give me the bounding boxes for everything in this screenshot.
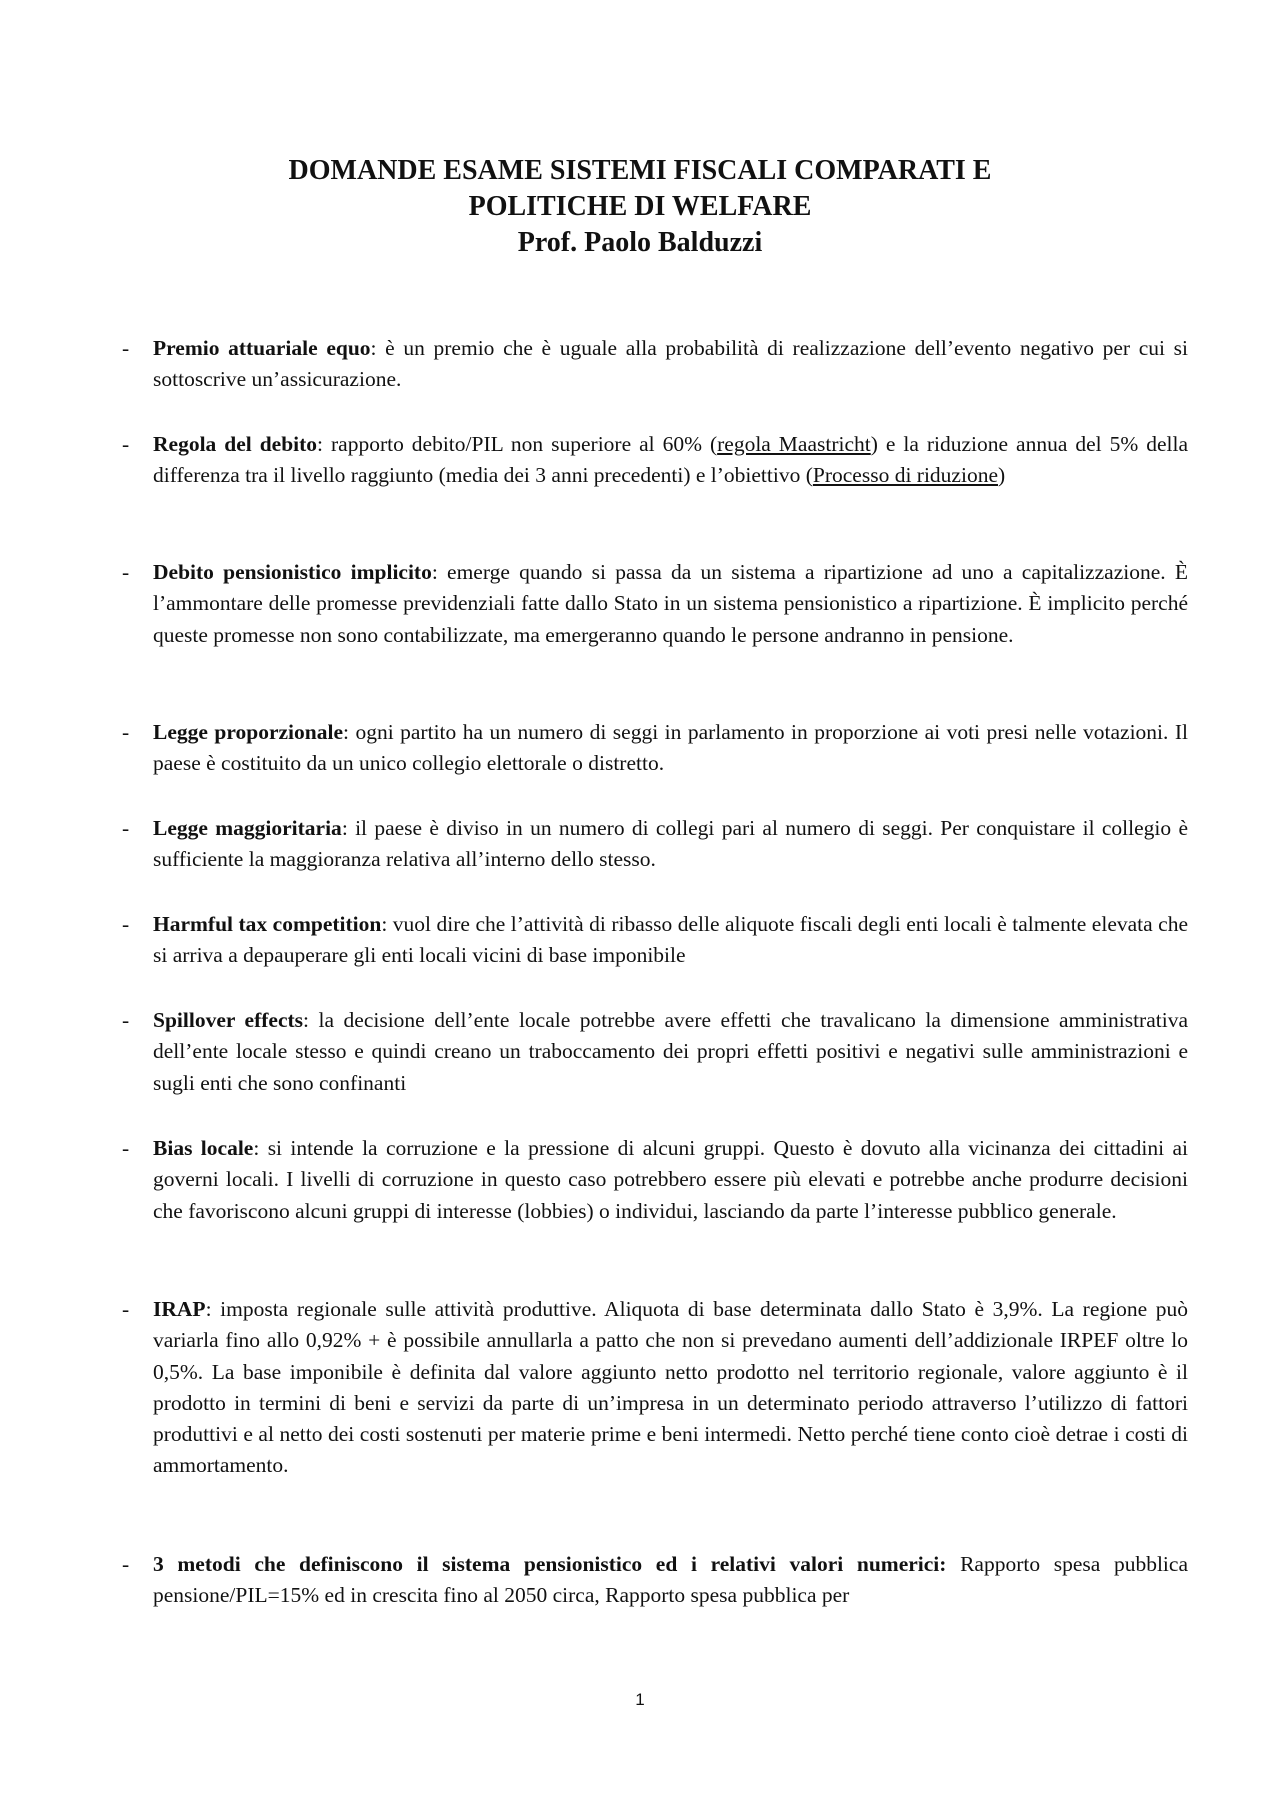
- entry-term: Harmful tax competition: [153, 912, 382, 936]
- entry-text: : la decisione dell’ente locale potrebbe avere effetti che travalicano la dimensione amministrativa dell’ente locale stesso e quindi creano un traboccamento dei propri effetti positivi e negativi sulle amministrazioni e sugli enti che sono confinanti: [153, 1008, 1188, 1095]
- list-dash: -: [122, 1008, 130, 1032]
- entry-spillover-effects: [122, 1005, 1188, 1099]
- entry-bias-locale: [122, 1133, 1188, 1227]
- entry-text: : si intende la corruzione e la pressione di alcuni gruppi. Questo è dovuto alla vicinanza dei cittadini ai governi locali. I livelli di corruzione in questo caso potrebbero essere più elevati e potrebbe anche produrre decisioni che favoriscono alcuni gruppi di interesse (lobbies) o individui, lasciando da parte l’interesse pubblico generale.: [153, 1136, 1188, 1223]
- entry-term: 3 metodi che definiscono il sistema pensionistico ed i relativi valori numerici:: [153, 1552, 947, 1576]
- entry-legge-proporzionale: [122, 717, 1188, 780]
- entry-text: : ogni partito ha un numero di seggi in parlamento in proporzione ai voti presi nelle votazioni. Il paese è costituito da un unico collegio elettorale o distretto.: [153, 720, 1188, 776]
- entry-text: : emerge quando si passa da un sistema a ripartizione ad uno a capitalizzazione. È l’ammontare delle promesse previdenziali fatte dallo Stato in un sistema pensionistico a ripartizione. È implicito perché queste promesse non sono contabilizzate, ma emergeranno quando le persone andranno in pensione.: [153, 560, 1188, 647]
- entry-term: Legge proporzionale: [153, 720, 343, 744]
- list-dash: -: [122, 1297, 130, 1321]
- entry-debito-pensionistico-implicito: [122, 557, 1188, 651]
- list-dash: -: [122, 1552, 130, 1576]
- page-number: 1: [635, 1690, 645, 1709]
- entry-harmful-tax-competition: [122, 909, 1188, 972]
- entry-text: ): [998, 463, 1006, 488]
- entry-term: IRAP: [153, 1297, 206, 1321]
- entry-text: Rapporto spesa pubblica pensione/PIL=15% ed in crescita fino al 2050 circa, Rapporto spesa pubblica per: [153, 1552, 1188, 1608]
- list-dash: -: [122, 560, 130, 584]
- list-dash: -: [122, 432, 130, 456]
- entry-text: : è un premio che è uguale alla probabilità di realizzazione dell’evento negativo per cui si sottoscrive un’assicurazione.: [153, 336, 1188, 392]
- professor-name: Prof. Paolo Balduzzi: [517, 227, 763, 258]
- entry-premio-attuariale-equo: [122, 333, 1188, 396]
- entry-3-metodi-sistema-pensionistico: [122, 1549, 1188, 1612]
- list-dash: -: [122, 336, 130, 360]
- entry-text: : il paese è diviso in un numero di collegi pari al numero di seggi. Per conquistare il collegio è sufficiente la maggioranza relativa all’interno dello stesso.: [153, 816, 1188, 872]
- entry-text: ) e la riduzione annua del 5% della differenza tra il livello raggiunto (media dei 3 anni precedenti) e l’obiettivo (: [153, 432, 1188, 488]
- processo-di-riduzione-link: Processo di riduzione: [812, 463, 998, 488]
- entry-term: Premio attuariale equo: [153, 336, 371, 360]
- entry-legge-maggioritaria: [122, 813, 1188, 876]
- entry-text: : vuol dire che l’attività di ribasso delle aliquote fiscali degli enti locali è talmente elevata che si arriva a depauperare gli enti locali vicini di base imponibile: [153, 912, 1188, 968]
- entry-text: : imposta regionale sulle attività produttive. Aliquota di base determinata dallo Stato è 3,9%. La regione può variarla fino allo 0,92% + è possibile annullarla a patto che non si prevedano aumenti dell’addizionale IRPEF oltre lo 0,5%. La base imponibile è definita dal valore aggiunto netto prodotto nel territorio regionale, valore aggiunto è il prodotto in termini di beni e servizi da parte di un’impresa in un determinato periodo attraverso l’utilizzo di fattori produttivi e al netto dei costi sostenuti per materie prime e beni intermedi. Netto perché tiene conto cioè detrae i costi di ammortamento.: [153, 1297, 1188, 1478]
- title-line-2: POLITICHE DI WELFARE: [468, 191, 812, 222]
- list-dash: -: [122, 912, 130, 936]
- entry-term: Debito pensionistico implicito: [153, 560, 432, 584]
- title-line-1: DOMANDE ESAME SISTEMI FISCALI COMPARATI E: [288, 155, 992, 186]
- entry-term: Legge maggioritaria: [153, 816, 342, 840]
- list-dash: -: [122, 1136, 130, 1160]
- list-dash: -: [122, 720, 130, 744]
- entry-term: Bias locale: [153, 1136, 254, 1160]
- entry-term: Spillover effects: [153, 1008, 304, 1032]
- regola-maastricht-link: regola Maastricht: [717, 432, 871, 456]
- entry-text: : rapporto debito/PIL non superiore al 60% (: [317, 432, 718, 456]
- entry-regola-del-debito: [122, 429, 1188, 492]
- list-dash: -: [122, 816, 130, 840]
- entry-irap: [122, 1294, 1188, 1482]
- document-title: [0, 153, 1280, 261]
- entry-term: Regola del debito: [153, 432, 318, 456]
